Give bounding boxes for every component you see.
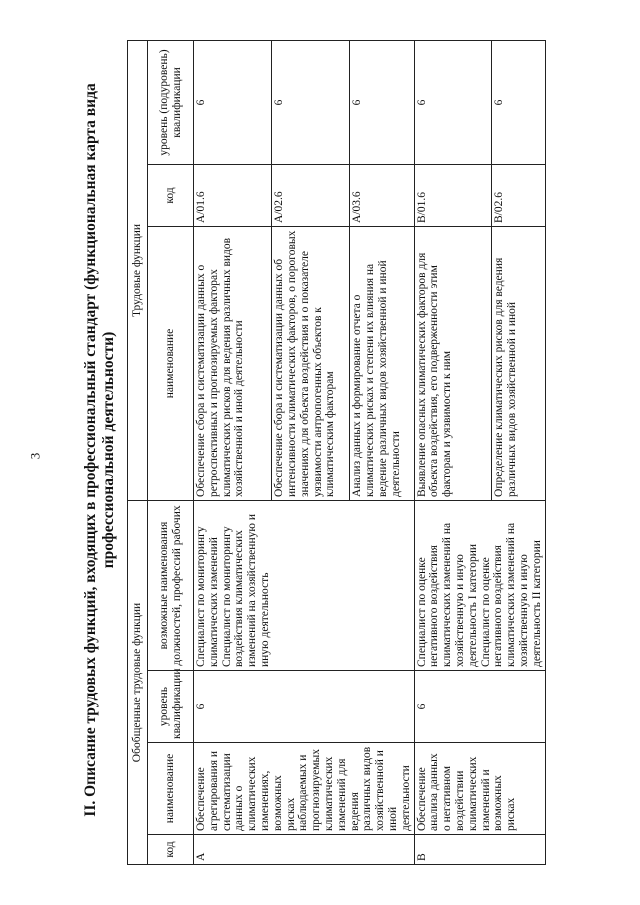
gf-level: 6 [414, 671, 545, 743]
gf-positions: Специалист по мониторингу климатических изменений Специалист по мониторингу воздействия климатических изменений на хозяйственную и иную деятельность [194, 500, 415, 670]
gf-name: Обеспечение анализа данных о негативном воздействии климатических изменений и возможных рисках [414, 743, 545, 835]
tf-level: 6 [414, 40, 492, 164]
header-positions: возможные наименования должностей, профессий рабочих [148, 500, 194, 670]
tf-level: 6 [350, 40, 414, 164]
tf-code: B/01.6 [414, 164, 492, 226]
section-title [82, 55, 118, 845]
header-level: уровень квалификации [148, 671, 194, 743]
tf-level: 6 [492, 40, 545, 164]
header-name: наименование [148, 743, 194, 835]
table-row [414, 40, 492, 864]
table-row [194, 40, 272, 864]
gf-code: B [414, 835, 545, 865]
tf-level: 6 [194, 40, 272, 164]
tf-level: 6 [272, 40, 350, 164]
tf-code: A/02.6 [272, 164, 350, 226]
page-number: 3 [27, 452, 43, 460]
header-tf-name: наименование [148, 226, 194, 500]
tf-code: A/03.6 [350, 164, 414, 226]
functional-map-table [127, 40, 546, 865]
tf-name: Обеспечение сбора и систематизации данных об интенсивности климатических факторов, о пороговых значениях для объекта воздействия и о показателе уязвимости антропогенных объектов к климатическим факторам [272, 226, 350, 500]
header-code: код [148, 835, 194, 865]
gf-code: A [194, 835, 415, 865]
tf-name: Анализ данных и формирование отчета о климатических рисках и степени их влияния на ведение различных видов хозяйственной и иной деятельности [350, 226, 414, 500]
header-row-columns [148, 40, 194, 864]
gf-level: 6 [194, 671, 415, 743]
tf-code: A/01.6 [194, 164, 272, 226]
gf-name: Обеспечение агрегирования и систематизации данных о климатических изменениях, возможных рисках наблюдаемых и прогнозируемых климатических изменений для ведения различных видов хозяйственной и иной деятельности [194, 743, 415, 835]
header-labor-functions: Трудовые функции [128, 40, 148, 500]
header-tf-level: уровень (подуровень) квалификации [148, 40, 194, 164]
tf-code: B/02.6 [492, 164, 545, 226]
gf-positions: Специалист по оценке негативного воздействия климатических изменений на хозяйственную и иную деятельность I категории Специалист по оценке негативного воздействия климатических изменений на хозяйственную и иную деятельность II категории [414, 500, 545, 670]
section-title-line-1: II. Описание трудовых функций, входящих в профессиональный стандарт (функциональная карта вида [82, 83, 99, 817]
tf-name: Определение климатических рисков для ведения различных видов хозяйственной и иной [492, 226, 545, 500]
header-row-groups [128, 40, 148, 864]
tf-name: Обеспечение сбора и систематизации данных о ретроспективных и прогнозируемых факторах климатических рисков для ведения различных видов хозяйственной и иной деятельности [194, 226, 272, 500]
tf-name: Выявление опасных климатических факторов для объекта воздействия, его подверженности этим факторам и уязвимости к ним [414, 226, 492, 500]
header-tf-code: код [148, 164, 194, 226]
header-generalized: Обобщенные трудовые функции [128, 500, 148, 864]
section-title-line-2: профессиональной деятельности) [100, 331, 117, 569]
